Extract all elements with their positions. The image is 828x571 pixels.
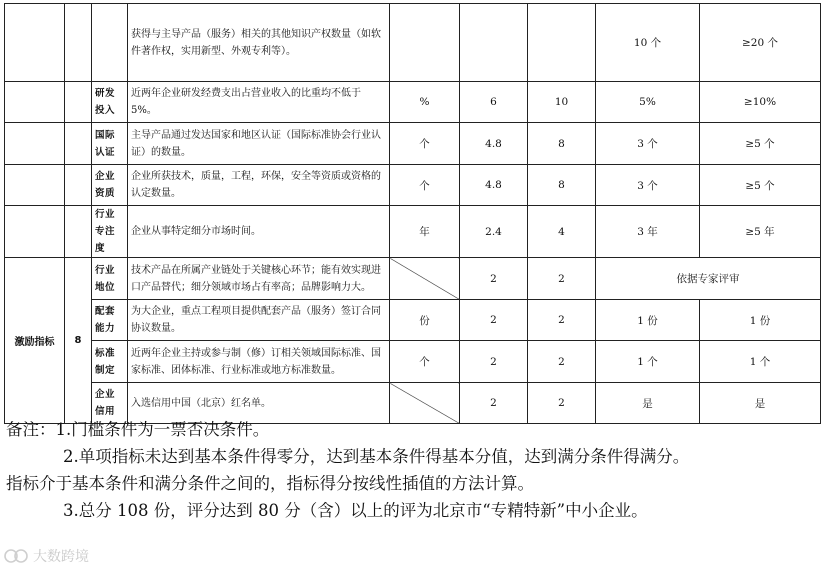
base-condition: 1 份 <box>596 300 700 341</box>
full-score: 8 <box>528 165 596 206</box>
remark-line-3: 指标介于基本条件和满分条件之间的，指标得分按线性插值的方法计算。 <box>6 474 534 493</box>
table-row <box>5 258 821 300</box>
table-row <box>5 206 821 258</box>
base-score: 6 <box>460 82 528 123</box>
indicator-desc: 近两年企业研发经费支出占营业收入的比重均不低于 5%。 <box>128 82 390 123</box>
indicator-desc: 主导产品通过发达国家和地区认证（国际标准协会行业认证）的数量。 <box>128 123 390 165</box>
indicator-name <box>92 4 128 82</box>
group-cell-top <box>5 82 65 123</box>
base-score: 2 <box>460 300 528 341</box>
remark-line-1: 备注：1.门槛条件为一票否决条件。 <box>6 420 270 439</box>
group-points: 8 <box>65 258 92 424</box>
full-score: 2 <box>528 258 596 300</box>
group-cell-top <box>5 165 65 206</box>
table-row <box>5 123 821 165</box>
points-cell-top <box>65 206 92 258</box>
group-cell-top <box>5 4 65 82</box>
group-cell-top <box>5 206 65 258</box>
full-condition: ≥10% <box>700 82 821 123</box>
indicator-desc: 近两年企业主持或参与制（修）订相关领域国际标准、国家标准、团体标准、行业标准或地方标准数量。 <box>128 341 390 383</box>
indicator-desc: 企业所获技术，质量，工程，环保，安全等资质或资格的认定数量。 <box>128 165 390 206</box>
remarks-section <box>6 416 821 524</box>
full-condition: 1 个 <box>700 341 821 383</box>
base-score: 2 <box>460 383 528 424</box>
unit-cell: 份 <box>390 300 460 341</box>
watermark-text: 大数跨境 <box>33 549 89 565</box>
table-row <box>5 300 821 341</box>
base-condition: 3 个 <box>596 165 700 206</box>
points-cell-top <box>65 82 92 123</box>
indicator-desc: 技术产品在所属产业链处于关键核心环节；能有效实现进口产品替代；细分领域市场占有率高；品牌影响力大。 <box>128 258 390 300</box>
base-score: 2.4 <box>460 206 528 258</box>
unit-cell: % <box>390 82 460 123</box>
unit-cell: 年 <box>390 206 460 258</box>
full-condition: 是 <box>700 383 821 424</box>
full-score: 2 <box>528 383 596 424</box>
unit-cell-empty-slash <box>390 258 460 300</box>
base-condition: 1 个 <box>596 341 700 383</box>
table-row <box>5 341 821 383</box>
points-cell-top <box>65 4 92 82</box>
points-cell-top <box>65 165 92 206</box>
indicator-table <box>4 3 821 424</box>
indicator-desc: 为大企业，重点工程项目提供配套产品（服务）签订合同协议数量。 <box>128 300 390 341</box>
remark-line-2: 2.单项指标未达到基本条件得零分，达到基本条件得基本分值，达到满分条件得满分。 <box>63 447 690 466</box>
full-score: 8 <box>528 123 596 165</box>
unit-cell: 个 <box>390 123 460 165</box>
logo-icon <box>4 547 30 565</box>
merged-condition: 依据专家评审 <box>596 258 821 300</box>
full-condition: ≥5 年 <box>700 206 821 258</box>
base-score <box>460 4 528 82</box>
group-label: 激励指标 <box>5 258 65 424</box>
indicator-desc: 获得与主导产品（服务）相关的其他知识产权数量（如软件著作权，实用新型、外观专利等）。 <box>128 4 390 82</box>
group-cell-top <box>5 123 65 165</box>
table-row <box>5 82 821 123</box>
base-score: 2 <box>460 341 528 383</box>
base-condition: 是 <box>596 383 700 424</box>
indicator-name: 研发投入 <box>92 82 128 123</box>
points-cell-top <box>65 123 92 165</box>
indicator-desc: 入选信用中国（北京）红名单。 <box>128 383 390 424</box>
base-condition: 10 个 <box>596 4 700 82</box>
base-score: 4.8 <box>460 165 528 206</box>
base-condition: 3 年 <box>596 206 700 258</box>
unit-cell: 个 <box>390 341 460 383</box>
full-score: 2 <box>528 300 596 341</box>
indicator-name: 企业资质 <box>92 165 128 206</box>
watermark <box>4 546 89 566</box>
indicator-name: 配套能力 <box>92 300 128 341</box>
unit-cell <box>390 4 460 82</box>
indicator-name: 行业地位 <box>92 258 128 300</box>
indicator-name: 行业专注度 <box>92 206 128 258</box>
base-condition: 5% <box>596 82 700 123</box>
unit-cell: 个 <box>390 165 460 206</box>
indicator-name: 标准制定 <box>92 341 128 383</box>
full-score: 4 <box>528 206 596 258</box>
full-condition: ≥5 个 <box>700 165 821 206</box>
base-condition: 3 个 <box>596 123 700 165</box>
remark-line-4: 3.总分 108 份，评分达到 80 分（含）以上的评为北京市“专精特新”中小企业。 <box>63 501 648 520</box>
indicator-desc: 企业从事特定细分市场时间。 <box>128 206 390 258</box>
table-row <box>5 165 821 206</box>
full-condition: 1 份 <box>700 300 821 341</box>
full-score: 2 <box>528 341 596 383</box>
table-row <box>5 4 821 82</box>
full-score <box>528 4 596 82</box>
full-score: 10 <box>528 82 596 123</box>
indicator-name: 企业信用 <box>92 383 128 424</box>
full-condition: ≥5 个 <box>700 123 821 165</box>
base-score: 2 <box>460 258 528 300</box>
full-condition: ≥20 个 <box>700 4 821 82</box>
base-score: 4.8 <box>460 123 528 165</box>
indicator-name: 国际认证 <box>92 123 128 165</box>
